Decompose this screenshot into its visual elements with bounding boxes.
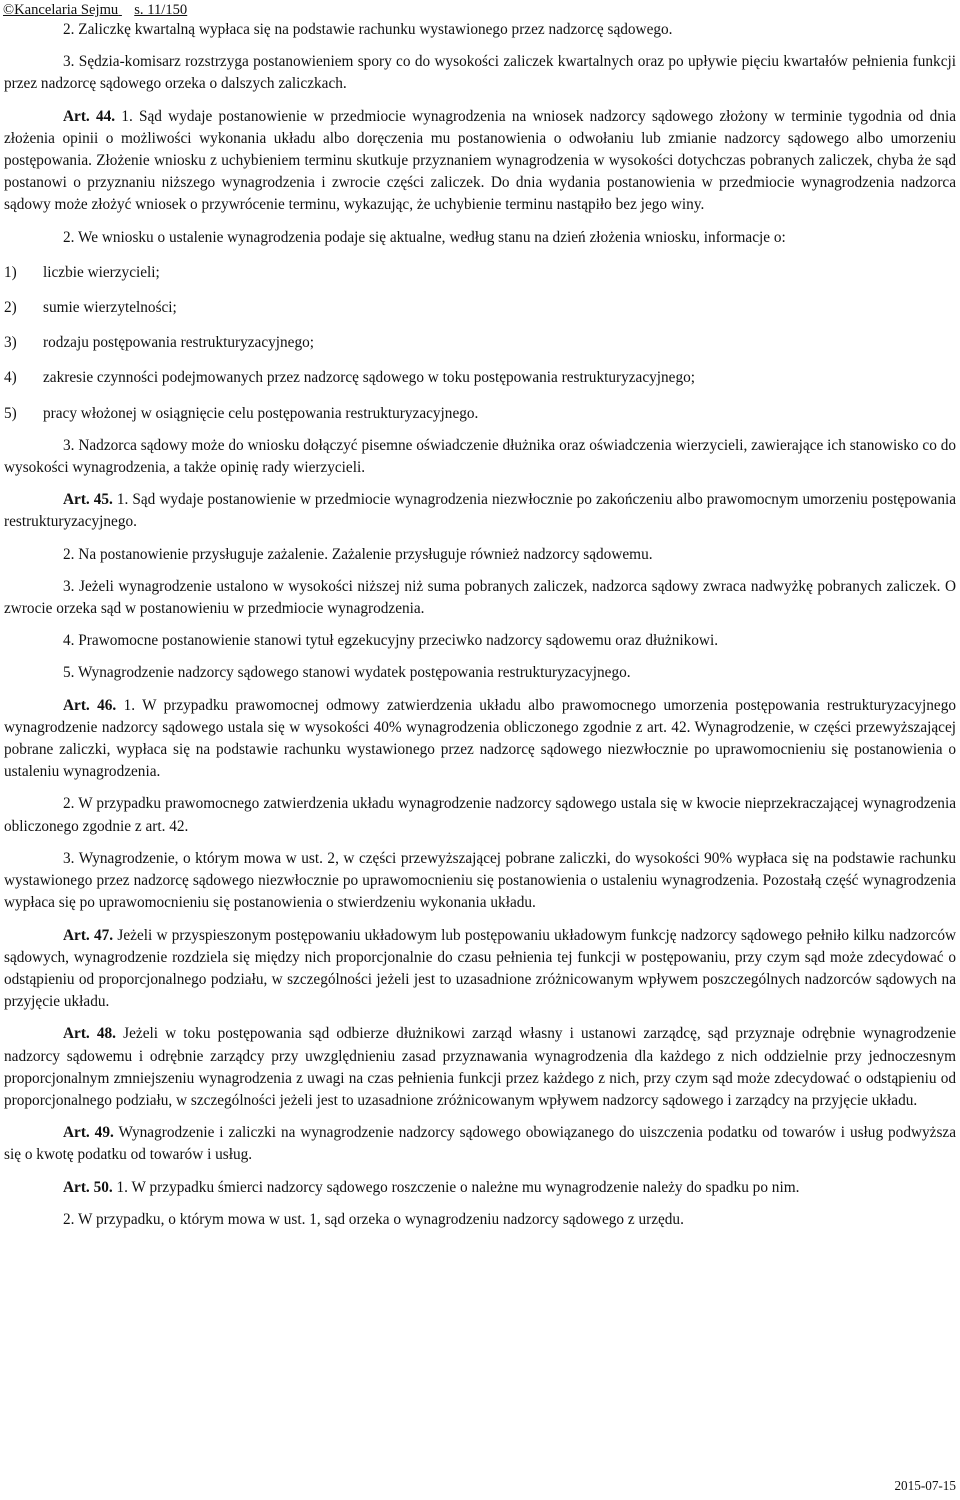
article-label: Art. 44. [63, 107, 116, 125]
article-46-2: 2. W przypadku prawomocnego zatwierdzenia układu wynagrodzenie nadzorcy sądowego ustala się w kwocie nieprzekraczającej wynagrodzenia obliczonego zgodnie z art. 42. [4, 795, 956, 835]
article-text: 1. Sąd wydaje postanowienie w przedmiocie wynagrodzenia niezwłocznie po zakończeniu albo prawomocnym umorzeniu postępowania restrukturyzacyjnego. [4, 491, 957, 531]
article-label: Art. 50. [63, 1178, 113, 1196]
document-body [4, 19, 956, 1231]
paragraph-art43-2: 2. Zaliczkę kwartalną wypłaca się na podstawie rachunku wystawionego przez nadzorcę sądowego. [63, 21, 673, 38]
list-number: 1) [4, 263, 17, 281]
article-label: Art. 47. [63, 926, 114, 944]
article-text: 1. Sąd wydaje postanowienie w przedmiocie wynagrodzenia na wniosek nadzorcy sądowego złożony w terminie tygodnia od dnia złożenia opinii o możliwości wykonania układu albo doręczenia mu postanowienia o odwołaniu lub zmianie nadzorcy sądowego albo umorzeniu postępowania. Złożenie wniosku z uchybieniem terminu skutkuje przyznaniem wynagrodzenia w wysokości dotychczas pobranych zaliczek, chyba że sąd postanowi o przyznaniu niższego wynagrodzenia i zwrocie części zaliczek. Do dnia wydania postanowienia w przedmiocie wynagrodzenia nadzorca sądowy może złożyć wniosek o przywrócenie terminu, wykazując, że uchybienie terminu nastąpiło bez jego winy. [4, 107, 956, 214]
article-47 [4, 925, 956, 1014]
article-label: Art. 46. [63, 696, 117, 714]
article-50-2: 2. W przypadku, o którym mowa w ust. 1, sąd orzeka o wynagrodzeniu nadzorcy sądowego z urzędu. [63, 1210, 684, 1228]
list-text: rodzaju postępowania restrukturyzacyjnego; [43, 334, 314, 352]
header-separator [118, 1, 134, 19]
list-item [4, 367, 956, 389]
source-label: ©Kancelaria Sejmu [3, 2, 119, 18]
article-text: 1. W przypadku śmierci nadzorcy sądowego roszczenie o należne mu wynagrodzenie należy do spadku po nim. [116, 1178, 800, 1196]
article-label: Art. 45. [63, 491, 113, 509]
list-text: sumie wierzytelności; [43, 299, 177, 317]
article-45-1 [4, 489, 956, 533]
article-46-3: 3. Wynagrodzenie, o którym mowa w ust. 2, w części przewyższającej pobrane zaliczki, do wysokości 90% wypłaca się na podstawie rachunku wystawionego przez nadzorcę sądowego niezwłocznie po uprawomocnieniu się postanowienia o ustaleniu wynagrodzenia. Pozostałą część wynagrodzenia wypłaca się po uprawomocnieniu się postanowienia o stwierdzeniu wykonania układu. [4, 849, 956, 912]
list-number: 5) [4, 404, 17, 422]
list-number: 2) [4, 299, 17, 317]
list-text: liczbie wierzycieli; [43, 263, 160, 281]
article-49 [4, 1122, 956, 1166]
list-item [4, 332, 956, 354]
article-46-1 [4, 695, 956, 784]
footer-date: 2015-07-15 [894, 1478, 956, 1493]
list-number: 4) [4, 369, 17, 387]
article-text: Jeżeli w toku postępowania sąd odbierze dłużnikowi zarząd własny i ustanowi zarządcę, sąd przyznaje odrębnie wynagrodzenie nadzorcy sądowemu i odrębnie zarządcy przy uwzględnieniu zasad przyznawania wynagrodzenia dla każdego z nich oddzielnie przy jednoczesnym proporcjonalnym zmniejszeniu wynagrodzenia z uwagi na czas pełnienia funkcji przez każdego z nich, przy czym sąd może zdecydować o odstąpieniu od proporcjonalnego podziału, w szczególności jeżeli jest to uzasadnione zróżnicowanym wpływem nadzorcy sądowego i zarządcy na przyjęcie układu. [4, 1025, 957, 1109]
article-text: Wynagrodzenie i zaliczki na wynagrodzenie nadzorcy sądowego obowiązanego do uiszczenia podatku od towarów i usług podwyższa się o kwotę podatku od towarów i usług. [4, 1124, 956, 1164]
article-label: Art. 48. [63, 1025, 117, 1043]
list-item [4, 297, 956, 319]
list-item [4, 403, 956, 425]
article-50-1 [4, 1177, 956, 1199]
paragraph-art43-3: 3. Sędzia-komisarz rozstrzyga postanowieniem spory co do wysokości zaliczek kwartalnych oraz po upływie pięciu kwartałów pełnienia funkcji przez nadzorcę sądowego orzeka o dalszych zaliczkach. [4, 53, 956, 93]
article-45-3: 3. Jeżeli wynagrodzenie ustalono w wysokości niższej niż suma pobranych zaliczek, nadzorca sądowy zwraca nadwyżkę pobranych zaliczek. O zwrocie orzeka sąd w postanowieniu w przedmiocie wynagrodzenia. [4, 577, 956, 618]
article-44-2: 2. We wniosku o ustalenie wynagrodzenia podaje się aktualne, według stanu na dzień złożenia wniosku, informacje o: [63, 228, 786, 246]
list-number: 3) [4, 334, 17, 352]
article-48 [4, 1023, 956, 1112]
list-text: pracy włożonej w osiągnięcie celu postępowania restrukturyzacyjnego. [43, 404, 479, 422]
article-45-4: 4. Prawomocne postanowienie stanowi tytuł egzekucyjny przeciwko nadzorcy sądowemu oraz dłużnikowi. [63, 632, 719, 650]
article-45-2: 2. Na postanowienie przysługuje zażalenie. Zażalenie przysługuje również nadzorcy sądowemu. [63, 545, 653, 563]
list-item [4, 262, 956, 284]
article-44-1 [4, 106, 956, 217]
article-label: Art. 49. [63, 1124, 114, 1142]
page-number: s. 11/150 [134, 2, 188, 18]
article-text: 1. W przypadku prawomocnej odmowy zatwierdzenia układu albo prawomocnego umorzenia postępowania restrukturyzacyjnego wynagrodzenie nadzorcy sądowego ustala się w wysokości 40% wynagrodzenia obliczonego zgodnie z art. 42. Wynagrodzenie, w części przewyższającej pobrane zaliczki, wypłaca się na podstawie rachunku wystawionego przez nadzorcę sądowego niezwłocznie po uprawomocnieniu się postanowienia o ustaleniu wynagrodzenia. [4, 696, 956, 781]
article-text: Jeżeli w przyspieszonym postępowaniu układowym lub postępowaniu układowym funkcję nadzorcy sądowego pełniło kilku nadzorców sądowych, wynagrodzenie rozdziela się między nich proporcjonalnie do czasu pełnienia tej funkcji w postępowaniu, przy czym sąd może zdecydować o odstąpieniu od proporcjonalnego podziału, w szczególności jeżeli jest to uzasadnione zróżnicowanym wpływem poszczególnych nadzorców sądowych na przyjęcie układu. [4, 926, 957, 1011]
article-44-3: 3. Nadzorca sądowy może do wniosku dołączyć pisemne oświadczenie dłużnika oraz oświadczenia wierzycieli, zawierające ich stanowisko co do wysokości wynagrodzenia, a także opinię rady wierzycieli. [4, 436, 956, 477]
list-text: zakresie czynności podejmowanych przez nadzorcę sądowego w toku postępowania restrukturyzacyjnego; [43, 369, 695, 387]
page-header [3, 1, 187, 19]
article-45-5: 5. Wynagrodzenie nadzorcy sądowego stanowi wydatek postępowania restrukturyzacyjnego. [63, 664, 631, 682]
